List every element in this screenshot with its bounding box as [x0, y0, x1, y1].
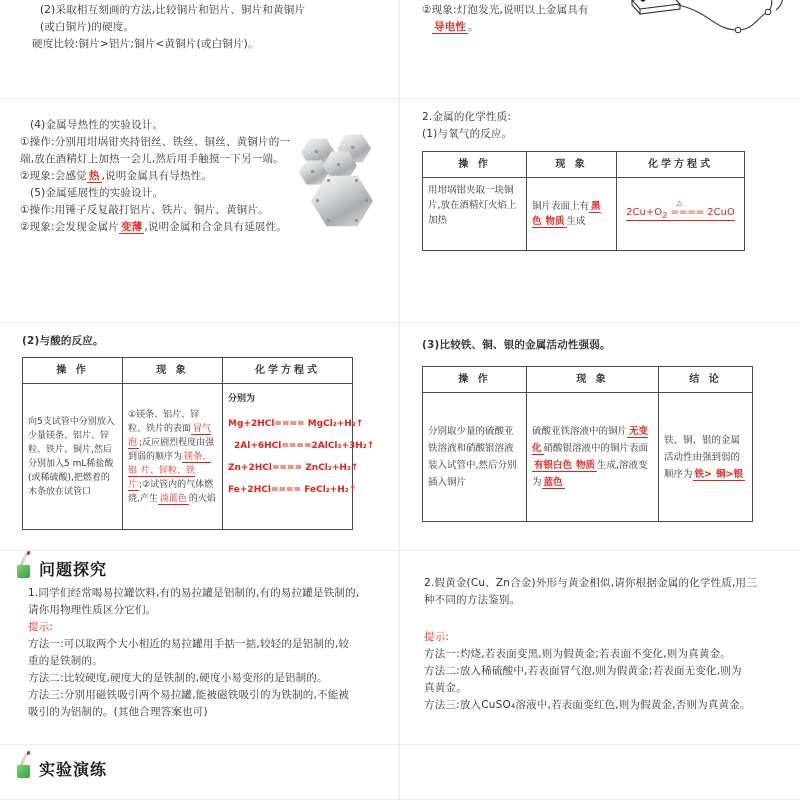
slide-3-line-2: ①操作:分别用坩埚钳夹持铝丝、铁丝、铜丝、黄铜片的一 — [20, 136, 291, 148]
slide-panel-4[interactable] — [400, 99, 800, 323]
cc-blank-b: 铜>银 — [715, 468, 743, 480]
equation-zn: Zn+2HCl==== ZnCl₂+H₂↑ — [228, 463, 359, 473]
p1-blank-bubbles: 冒气泡 — [128, 423, 212, 448]
th-operation: 操 作 — [423, 152, 527, 178]
ph-l1: 硫酸亚铁溶液中的铜片 — [532, 426, 628, 437]
equations-label: 分别为 — [228, 394, 256, 404]
section-header-experiment-drill — [16, 757, 385, 780]
phenomenon-prefix: 铜片表面上有 — [532, 201, 590, 212]
table-header-row — [423, 367, 753, 393]
p2-blank-order-a: 镁条、铝 — [128, 451, 212, 476]
cell-conclusion — [659, 393, 753, 522]
cell-operation: 分别取少量的硫酸亚铁溶液和硝酸银溶液装入试管中,然后分别插入铜片 — [423, 393, 527, 522]
eq-sub: 2 — [662, 210, 668, 220]
slide-5-body — [0, 323, 399, 550]
metal-hexagons-illustration — [293, 133, 393, 233]
slide-7-answer-5: 吸引的为铝制的。(其他合理答案也可) — [28, 706, 208, 718]
ph-blank-no-change: 无变化 — [532, 426, 649, 454]
cc-blank-a: 铁> — [694, 468, 712, 480]
slide-5-heading: (2)与酸的反应。 — [22, 335, 104, 347]
green-marker-icon — [16, 559, 32, 579]
circuit-sketch-illustration — [618, 0, 800, 56]
slide-8-answer-3: 真黄金。 — [424, 682, 467, 694]
p3-suffix: 的火焰 — [188, 493, 216, 504]
th-operation: 操 作 — [23, 358, 123, 384]
th-phenomenon: 现 象 — [527, 367, 659, 393]
slide-4-body — [400, 99, 800, 322]
table-header-row — [23, 358, 353, 384]
section-title: 问题探究 — [39, 560, 108, 579]
th-equation: 化学方程式 — [617, 152, 745, 178]
p2-blank-order-b: 片、锌粒、铁片 — [128, 465, 196, 490]
slide-8-answer-4: 方法三:放入CuSO₄溶液中,若表面变红色,则为假黄金,否则为真黄金。 — [424, 699, 751, 711]
slide-panel-8[interactable] — [400, 551, 800, 745]
ph-blank-silver-white: 有银白色 — [534, 460, 573, 471]
slide-8-question-line-1: 2.假黄金(Cu、Zn合金)外形与黄金相似,请你根据金属的化学性质,用三 — [424, 577, 757, 589]
slide-8-hint-label: 提示: — [424, 631, 450, 643]
slide-7-answer-2: 重的是铁制的。 — [28, 655, 103, 667]
ph-blank-substance: 物质 — [576, 460, 596, 471]
ph-l4: 生成,溶液变为 — [532, 460, 648, 488]
slide-6-body — [400, 323, 800, 550]
phenomenon-blank-black: 黑色 — [532, 201, 601, 227]
slide-panel-2[interactable] — [400, 0, 800, 99]
slide-4-heading-2: (1)与氧气的反应。 — [422, 128, 513, 140]
ph-blank-blue: 蓝色 — [543, 477, 563, 488]
cc-l3: 弱的顺序为 — [664, 451, 741, 480]
section-header-problem-inquiry — [16, 557, 385, 580]
cc-l1: 铁、铜、银的金 — [664, 434, 731, 446]
table-row — [423, 393, 753, 522]
cell-operation: 向5支试管中分别放入少量镁条、铝片、锌粒、铁片、铜片,然后分别加入5 mL稀盐酸(或稀硫酸),把燃着的木条放在试管口 — [23, 384, 123, 530]
slide-panel-5[interactable] — [0, 323, 400, 551]
slide-2-prefix: ②现象:灯泡发光,说明以上金属具有 — [422, 4, 589, 16]
slide-8-spacer — [424, 609, 786, 629]
slide-7-question-line-1: 1.同学们经常喝易拉罐饮料,有的易拉罐是铝制的,有的易拉罐是铁制的, — [28, 587, 360, 599]
slide-2-suffix: 。 — [468, 21, 479, 33]
ph-l2: 硝酸银溶液中 — [543, 443, 601, 454]
slide-8-question-line-2: 种不同的方法鉴别。 — [424, 594, 521, 606]
slide-2-answer-blank: 导电性 — [434, 21, 467, 33]
slide-panel-3[interactable] — [0, 99, 400, 323]
slide-7-body — [0, 551, 399, 744]
slide-1-line-3: 硬度比较:铜片>铝片;铜片<黄铜片(或白铜片)。 — [32, 38, 259, 50]
oxygen-reaction-table — [422, 151, 745, 251]
slide-panel-6[interactable] — [400, 323, 800, 551]
p2-prefix: 反应剧烈程度由强到弱的顺序为 — [128, 437, 215, 462]
slide-10-body — [400, 745, 800, 799]
equation-cu-o2 — [626, 199, 735, 221]
activity-comparison-table — [422, 366, 753, 522]
eq-equals: ==== — [670, 207, 705, 218]
acid-reaction-table — [22, 357, 375, 530]
slide-8-body — [400, 551, 800, 744]
slide-6-heading: (3)比较铁、铜、银的金属活动性强弱。 — [422, 339, 611, 351]
cell-equation — [617, 178, 745, 251]
p2-suffix: ; — [139, 479, 143, 490]
slide-panel-10[interactable] — [400, 745, 800, 800]
slide-3-l7-prefix: ②现象:会发现金属片 — [20, 221, 119, 233]
slide-8-answer-2: 方法二:放入稀硫酸中,若表面冒气泡,则为假黄金;若表面无变化,则为 — [424, 665, 742, 677]
th-operation: 操 作 — [423, 367, 527, 393]
p3-prefix: ②试管内的气体燃烧,产生 — [128, 479, 214, 504]
slide-7-answer-3: 方法二:比较硬度,硬度大的是铁制的,硬度小易变形的是铝制的。 — [28, 672, 328, 684]
th-equation: 化学方程式 — [223, 358, 353, 384]
phenomenon-blank-substance: 物质 — [545, 216, 565, 227]
eq-condition: △ — [676, 199, 682, 207]
table-row — [23, 384, 353, 530]
th-conclusion: 结 论 — [659, 367, 753, 393]
equation-mg: Mg+2HCl==== MgCl₂+H₂↑ — [228, 419, 364, 429]
slide-3-line-6: ①操作:用锤子反复敲打铝片、铁片、铜片、黄铜片。 — [20, 204, 269, 216]
slide-7-hint-label: 提示: — [28, 621, 54, 633]
slide-9-body — [0, 745, 399, 799]
slide-3-l4-suffix: ,说明金属具有导热性。 — [101, 170, 213, 182]
slide-3-blank-hot: 热 — [88, 170, 100, 182]
th-phenomenon: 现 象 — [123, 358, 223, 384]
slide-3-line-3: 端,放在酒精灯上加热一会儿,然后用手触摸一下另一端。 — [20, 153, 284, 165]
slide-1-body — [0, 0, 399, 98]
eq-right: 2CuO — [707, 207, 735, 218]
slide-3-l4-prefix: ②现象:会感觉 — [20, 170, 87, 182]
th-phenomenon: 现 象 — [527, 152, 617, 178]
green-marker-icon — [16, 759, 32, 779]
slide-7-answer-4: 方法三:分别用磁铁吸引两个易拉罐,能被磁铁吸引的为铁制的,不能被 — [28, 689, 350, 701]
slide-1-line-1: (2)采取相互刻画的方法,比较铜片和铝片、铜片和黄铜片 — [40, 4, 306, 16]
slide-4-heading-1: 2.金属的化学性质: — [422, 111, 512, 123]
cell-phenomenon — [527, 393, 659, 522]
ph-l3: 的铜片表面 — [600, 443, 649, 454]
slide-7-answer-1: 方法一:可以取两个大小相近的易拉罐用手掂一掂,较轻的是铝制的,较 — [28, 638, 350, 650]
cell-phenomenon — [123, 384, 223, 530]
cc-l2: 属活动性由强到 — [664, 434, 741, 463]
slide-panel-7[interactable] — [0, 551, 400, 745]
equation-al: 2Al+6HCl====2AlCl₃+3H₂↑ — [234, 441, 375, 451]
slide-panel-9[interactable] — [0, 745, 400, 800]
equation-fe: Fe+2HCl==== FeCl₂+H₂↑ — [228, 485, 357, 495]
slide-3-line-5: (5)金属延展性的实验设计。 — [30, 187, 164, 199]
eq-left: 2Cu+O — [626, 207, 663, 218]
p1-prefix: ①镁条、铝片、锌粒、铁片的表面 — [128, 409, 200, 434]
slide-panel-1[interactable] — [0, 0, 400, 99]
table-row — [423, 178, 745, 251]
slide-7-question-line-2: 请你用物理性质区分它们。 — [28, 604, 157, 616]
table-header-row — [423, 152, 745, 178]
phenomenon-suffix: 生成 — [566, 216, 586, 227]
cell-phenomenon — [527, 178, 617, 251]
slide-3-line-1: (4)金属导热性的实验设计。 — [30, 119, 164, 131]
section-title: 实验演练 — [39, 760, 108, 779]
cell-equations — [223, 384, 375, 530]
slide-8-answer-1: 方法一:灼烧,若表面变黑,则为假黄金;若表面不变化,则为真黄金。 — [424, 648, 731, 660]
slide-3-l7-suffix: ,说明金属和合金具有延展性。 — [144, 221, 287, 233]
p3-blank-flame: 淡蓝色 — [159, 493, 187, 504]
p1-suffix: ; — [139, 437, 143, 448]
cell-operation: 用坩埚钳夹取一块铜片,放在酒精灯火焰上加热 — [423, 178, 527, 251]
slide-3-blank-thin: 变薄 — [120, 221, 143, 233]
slide-1-line-2: (或白铜片)的硬度。 — [40, 21, 135, 33]
